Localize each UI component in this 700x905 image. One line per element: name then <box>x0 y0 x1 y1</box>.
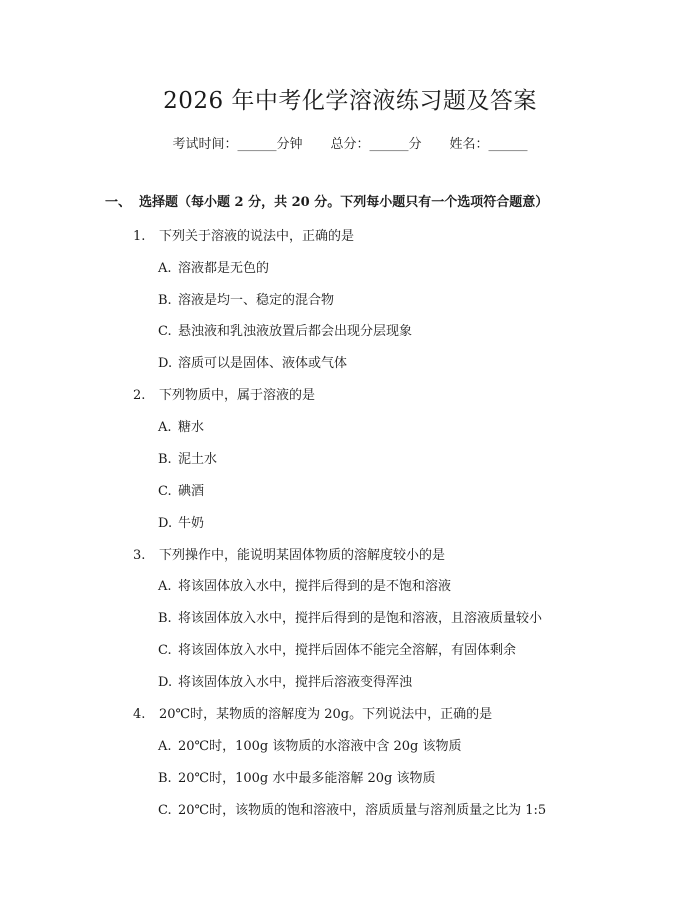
question-3-option-b <box>158 607 542 626</box>
option-label: A. <box>158 420 172 435</box>
option-label: A. <box>158 261 172 276</box>
question-number: 4. <box>133 707 146 722</box>
option-text: 将该固体放入水中，搅拌后得到的是不饱和溶液 <box>178 579 452 594</box>
question-1-option-d <box>158 352 347 371</box>
question-2-option-c <box>158 480 204 499</box>
option-text: 将该固体放入水中，搅拌后固体不能完全溶解，有固体剩余 <box>178 643 517 658</box>
question-2-option-d <box>158 512 204 531</box>
option-label: C. <box>158 643 172 658</box>
option-text: 溶液是均一、稳定的混合物 <box>178 293 335 308</box>
option-label: C. <box>158 803 172 818</box>
question-text: 下列物质中，属于溶液的是 <box>159 388 316 403</box>
question-4 <box>133 703 492 722</box>
section-heading <box>105 191 548 210</box>
option-text: 将该固体放入水中，搅拌后溶液变得浑浊 <box>178 675 413 690</box>
option-text: 泥土水 <box>178 452 218 467</box>
option-text: 20℃时，100g 该物质的水溶液中含 20g 该物质 <box>178 739 462 754</box>
question-3-option-c <box>158 639 516 658</box>
option-text: 20℃时，100g 水中最多能溶解 20g 该物质 <box>178 771 436 786</box>
option-label: C. <box>158 324 172 339</box>
question-4-option-c <box>158 799 546 818</box>
question-1 <box>133 225 354 244</box>
option-text: 溶质可以是固体、液体或气体 <box>178 356 348 371</box>
option-label: D. <box>158 356 173 371</box>
question-4-option-a <box>158 735 461 754</box>
section-number: 一、 <box>105 195 132 210</box>
question-2 <box>133 384 315 403</box>
question-number: 2. <box>133 388 146 403</box>
option-label: A. <box>158 579 172 594</box>
question-number: 3. <box>133 548 146 563</box>
question-2-option-a <box>158 416 204 435</box>
question-3 <box>133 544 445 563</box>
option-label: A. <box>158 739 172 754</box>
option-label: B. <box>158 293 172 308</box>
option-label: B. <box>158 452 172 467</box>
option-text: 将该固体放入水中，搅拌后得到的是饱和溶液，且溶液质量较小 <box>178 611 543 626</box>
option-text: 牛奶 <box>178 516 205 531</box>
option-text: 糖水 <box>178 420 205 435</box>
question-2-option-b <box>158 448 217 467</box>
question-1-option-c <box>158 320 412 339</box>
option-label: D. <box>158 675 173 690</box>
option-text: 溶液都是无色的 <box>178 261 270 276</box>
question-text: 下列操作中，能说明某固体物质的溶解度较小的是 <box>159 548 446 563</box>
page-title: 2026 年中考化学溶液练习题及答案 <box>163 88 537 114</box>
total-score-field: 总分：______分 <box>330 137 422 152</box>
question-3-option-d <box>158 671 412 690</box>
option-label: B. <box>158 611 172 626</box>
question-1-option-a <box>158 257 269 276</box>
question-4-option-b <box>158 767 435 786</box>
option-text: 悬浊液和乳浊液放置后都会出现分层现象 <box>178 324 413 339</box>
question-1-option-b <box>158 289 334 308</box>
exam-time-field: 考试时间：______分钟 <box>172 137 303 152</box>
question-text: 下列关于溶液的说法中，正确的是 <box>159 229 355 244</box>
option-label: C. <box>158 484 172 499</box>
option-text: 20℃时，该物质的饱和溶液中，溶质质量与溶剂质量之比为 1:5 <box>178 803 547 818</box>
option-label: D. <box>158 516 173 531</box>
question-3-option-a <box>158 575 451 594</box>
option-label: B. <box>158 771 172 786</box>
question-number: 1. <box>133 229 146 244</box>
section-text: 选择题（每小题 2 分，共 20 分。下列每小题只有一个选项符合题意） <box>139 195 549 210</box>
name-field: 姓名：______ <box>449 137 528 152</box>
question-text: 20℃时，某物质的溶解度为 20g。下列说法中，正确的是 <box>159 707 493 722</box>
exam-info-line <box>0 133 700 152</box>
option-text: 碘酒 <box>178 484 205 499</box>
